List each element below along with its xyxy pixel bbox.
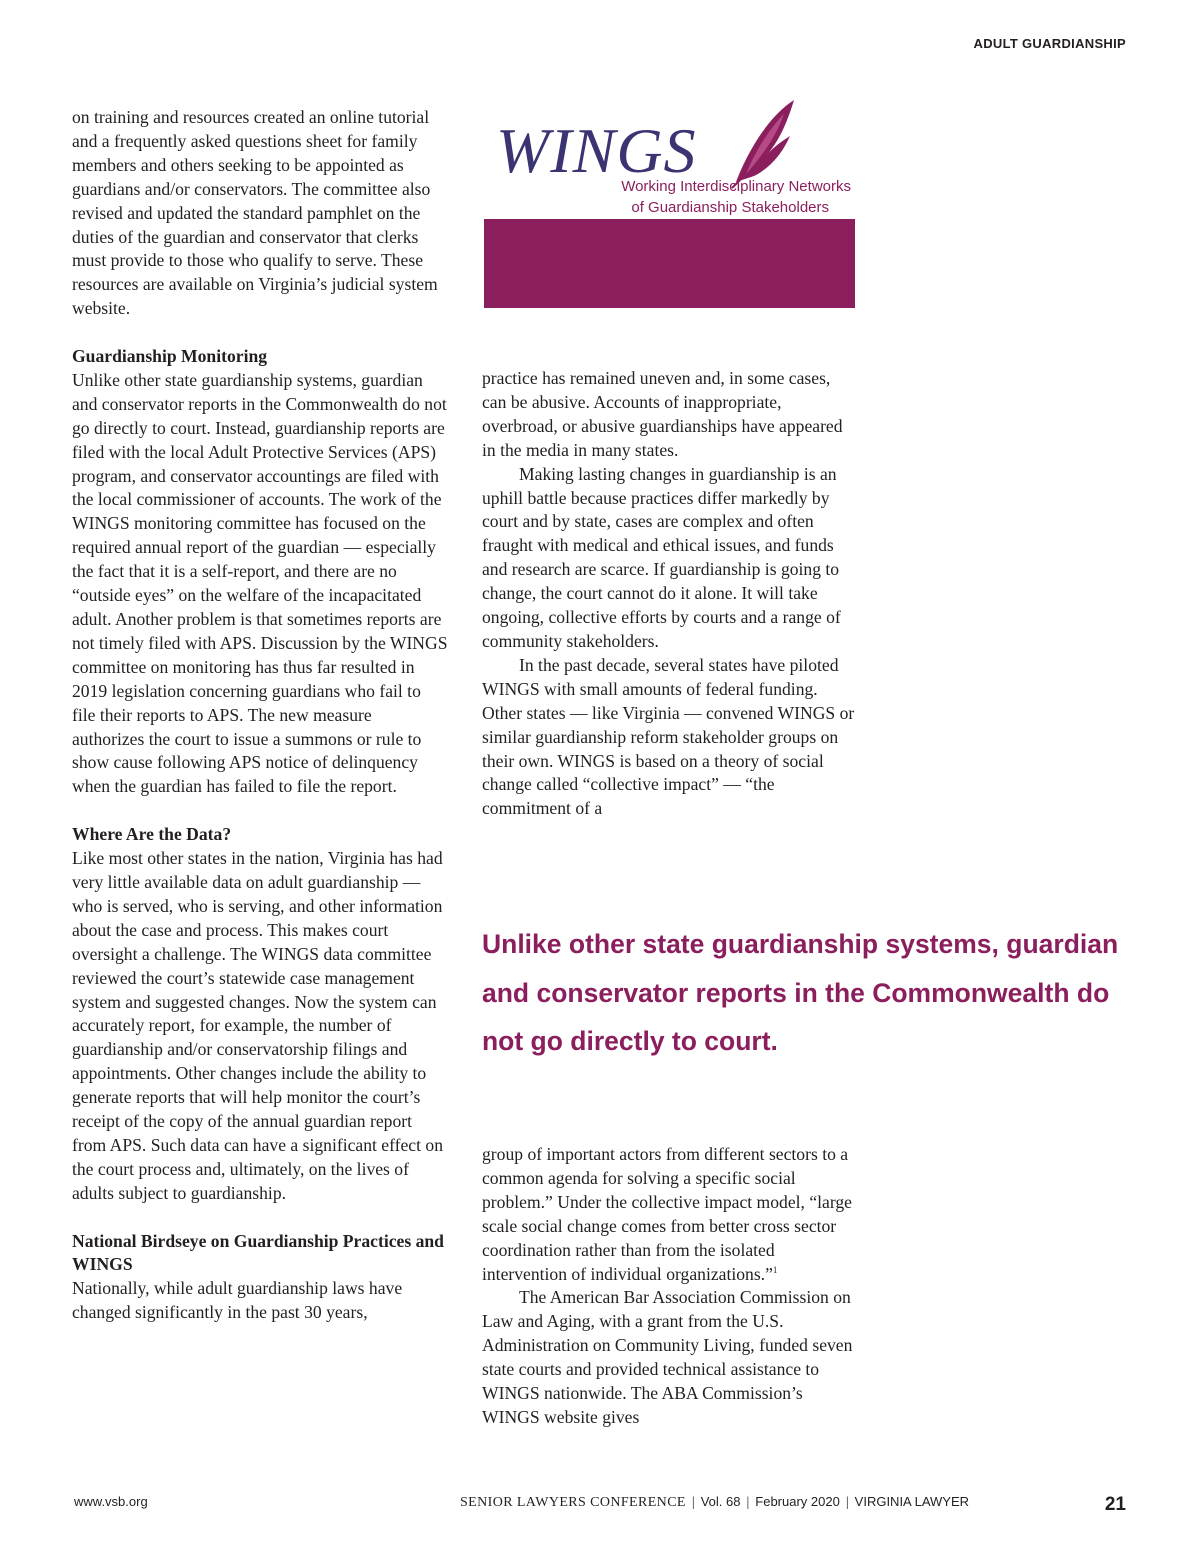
wings-logo xyxy=(484,96,855,308)
right-top-paragraph-3: In the past decade, several states have piloted WINGS with small amounts of federal funding. Other states — like Virginia — convened WINGS or similar guardianship reform stakeholder groups on their own. WINGS is based on a theory of social change called “collective impact” — “the commitment of a xyxy=(482,654,855,819)
left-column xyxy=(72,106,448,1325)
footer-volume: Vol. 68 xyxy=(700,1494,741,1509)
feather-icon xyxy=(732,100,794,188)
footer-publication: VIRGINIA LAWYER xyxy=(854,1494,970,1509)
footer-separator: | xyxy=(746,1495,750,1510)
intro-paragraph: on training and resources created an online tutorial and a frequently asked questions sheet for family members and others seeking to be appointed as guardians and/or conservators. The committee also revised and updated the standard pamphlet on the duties of the guardian and conservator that clerks must provide to those who qualify to serve. These resources are available on Virginia’s judicial system website. xyxy=(72,107,438,319)
right-top-paragraph-2: Making lasting changes in guardianship is an uphill battle because practices differ markedly by court and by state, cases are complex and often fraught with medical and ethical issues, and funds and research are scarce. If guardianship is going to change, the court cannot do it alone. It will take ongoing, collective efforts by courts and a range of community stakeholders. xyxy=(482,463,841,651)
footer-separator: | xyxy=(691,1495,695,1510)
footnote-marker: 1 xyxy=(772,1264,778,1275)
data-paragraph: Like most other states in the nation, Virginia has had very little available data on adult guardianship — who is served, who is serving, and other information about the case and process. This makes court oversight a challenge. The WINGS data committee reviewed the court’s statewide case management system and suggested changes. Now the system can accurately report, for example, the number of guardianship and/or conservatorship filings and appointments. Other changes include the ability to generate reports that will help monitor the court’s receipt of the copy of the annual guardian report from APS. Such data can have a significant effect on the court process and, ultimately, on the lives of adults subject to guardianship. xyxy=(72,848,443,1203)
wings-subtitle-line2: of Guardianship Stakeholders xyxy=(631,199,829,216)
wings-subtitle-line1: Working Interdisciplinary Networks xyxy=(621,178,851,195)
section-header: ADULT GUARDIANSHIP xyxy=(973,36,1126,51)
monitoring-heading: Guardianship Monitoring xyxy=(72,346,268,367)
footer-date: February 2020 xyxy=(755,1494,840,1509)
right-column-bottom xyxy=(482,1143,860,1430)
footer-info xyxy=(460,1494,969,1511)
right-bottom-paragraph-1 xyxy=(482,1143,860,1286)
pull-quote: Unlike other state guardianship systems, guardian and conservator reports in the Commonwealth do not go directly to court. xyxy=(482,929,1119,1057)
right-column-top xyxy=(482,367,858,821)
footer-url: www.vsb.org xyxy=(74,1494,148,1509)
data-heading: Where Are the Data? xyxy=(72,824,232,845)
footer-conference: SENIOR LAWYERS CONFERENCE xyxy=(460,1495,686,1510)
monitoring-paragraph: Unlike other state guardianship systems, guardian and conservator reports in the Commonwealth do not go directly to court. Instead, guardianship reports are filed with the local Adult Protective Services (APS) program, and conservator accountings are filed with the local commissioner of accounts. The work of the WINGS monitoring committee has focused on the required annual report of the guardian — especially the fact that it is a self-report, and there are no “outside eyes” on the welfare of the incapacitated adult. Another problem is that sometimes reports are not timely filed with APS. Discussion by the WINGS committee on monitoring has thus far resulted in 2019 legislation concerning guardians who fail to file their reports to APS. The new measure authorizes the court to issue a summons or rule to show cause following APS notice of delinquency when the guardian has failed to file the report. xyxy=(72,369,448,797)
right-top-paragraph-1: practice has remained uneven and, in some cases, can be abusive. Accounts of inappropriate, overbroad, or abusive guardianships have appeared in the media in many states. xyxy=(482,368,843,460)
right-bottom-paragraph-2: The American Bar Association Commission on Law and Aging, with a grant from the U.S. Administration on Community Living, funded seven state courts and provided technical assistance to WINGS nationwide. The ABA Commission’s WINGS website gives xyxy=(482,1287,853,1427)
footer-separator: | xyxy=(845,1495,849,1510)
wings-logo-mark xyxy=(484,96,855,220)
page-number: 21 xyxy=(1104,1494,1126,1515)
national-paragraph: Nationally, while adult guardianship laws have changed significantly in the past 30 years, xyxy=(72,1278,403,1323)
right-bottom-paragraph-1-text: group of important actors from different sectors to a common agenda for solving a specific social problem.” Under the collective impact model, “large scale social change comes from better cross sector coordination rather than from the isolated intervention of individual organizations.” xyxy=(482,1144,852,1284)
logo-color-band xyxy=(484,219,855,308)
national-heading: National Birdseye on Guardianship Practices and WINGS xyxy=(72,1230,444,1275)
wings-wordmark: WINGS xyxy=(496,115,697,186)
